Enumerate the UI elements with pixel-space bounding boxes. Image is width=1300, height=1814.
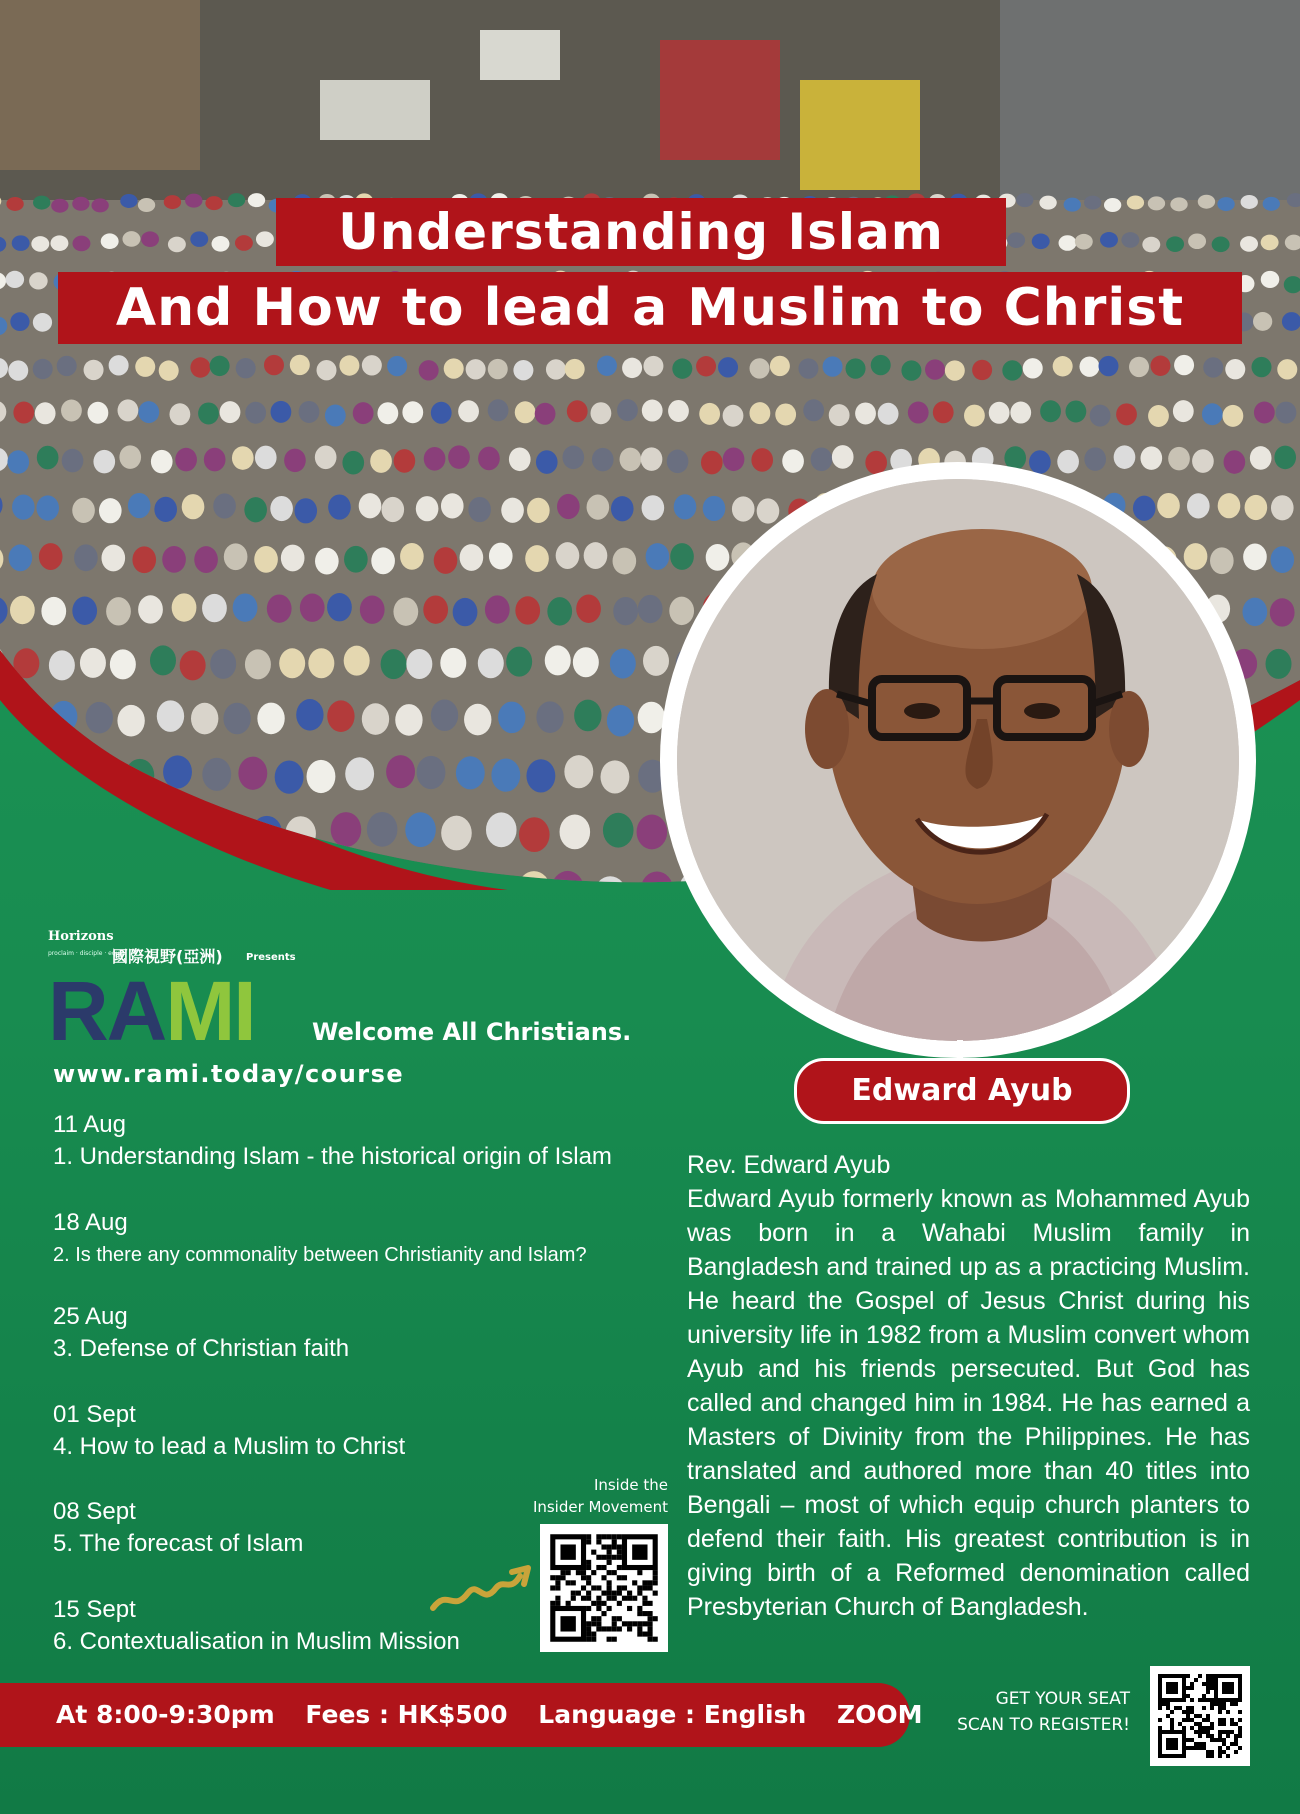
event-platform: ZOOM xyxy=(837,1700,923,1729)
schedule-date: 08 Sept xyxy=(53,1498,136,1525)
event-language: Language : English xyxy=(538,1700,807,1729)
event-fees: Fees : HK$500 xyxy=(305,1700,508,1729)
event-details xyxy=(56,1683,945,1747)
website-link[interactable]: www.rami.today/course xyxy=(53,1060,405,1088)
schedule-topic: 6. Contextualisation in Muslim Mission xyxy=(53,1628,460,1655)
schedule-item-3 xyxy=(53,1302,349,1366)
schedule-topic: 2. Is there any commonality between Christianity and Islam? xyxy=(53,1244,587,1266)
bio-heading: Rev. Edward Ayub xyxy=(687,1151,891,1179)
title-line-1: Understanding Islam xyxy=(276,198,1006,266)
register-prompt xyxy=(930,1686,1130,1738)
schedule-date: 15 Sept xyxy=(53,1596,136,1623)
bio-text: Edward Ayub formerly known as Mohammed Ayub was born in a Wahabi Muslim family in Bangladesh and trained up as a practicing Muslim. He heard the Gospel of Jesus Christ during his university life in 1982 from a Muslim convert whom Ayub and his friends persecuted. But God has called and changed him in 1984. He has earned a Masters of Divinity from the Philippines. He has translated and authored more than 40 titles into Bengali – most of which equip church planters to defend their faith. His greatest contribution is in giving birth of a Reformed denomination called Presbyterian Church of Bangladesh. xyxy=(687,1185,1250,1621)
schedule-topic: 3. Defense of Christian faith xyxy=(53,1335,350,1362)
register-line2: SCAN TO REGISTER! xyxy=(957,1715,1130,1735)
qr-insider-label-line1: Inside the xyxy=(593,1476,668,1494)
schedule-item-2 xyxy=(53,1208,587,1272)
register-line1: GET YOUR SEAT xyxy=(995,1689,1130,1709)
rami-logo-main: RA xyxy=(48,964,166,1058)
qr-code-insider[interactable] xyxy=(540,1524,668,1652)
org-chinese-name: 國際視野(亞洲) xyxy=(112,947,223,966)
schedule-item-6 xyxy=(53,1595,460,1659)
schedule-item-5 xyxy=(53,1497,303,1561)
schedule-item-4 xyxy=(53,1400,405,1464)
event-time: At 8:00-9:30pm xyxy=(56,1700,275,1729)
schedule-date: 18 Aug xyxy=(53,1209,128,1236)
qr-insider-label xyxy=(498,1474,668,1518)
horizons-tagline: proclaim · disciple · equip xyxy=(48,950,125,957)
qr-code-register[interactable] xyxy=(1150,1666,1250,1766)
speaker-portrait xyxy=(677,479,1239,1041)
horizons-logo: Horizons xyxy=(48,929,114,944)
qr-insider-label-line2: Insider Movement xyxy=(532,1498,668,1516)
presents-label: Presents xyxy=(246,952,296,963)
arrow-icon xyxy=(428,1558,538,1618)
schedule-date: 01 Sept xyxy=(53,1401,136,1428)
speaker-bio xyxy=(687,1148,1250,1624)
schedule-topic: 4. How to lead a Muslim to Christ xyxy=(53,1433,406,1460)
speaker-name-badge: Edward Ayub xyxy=(794,1058,1130,1124)
schedule-date: 25 Aug xyxy=(53,1303,128,1330)
rami-logo-accent: MI xyxy=(165,964,255,1058)
welcome-text: Welcome All Christians. xyxy=(312,1018,632,1046)
rami-logo xyxy=(48,966,255,1056)
schedule-date: 11 Aug xyxy=(53,1111,126,1138)
schedule-topic: 1. Understanding Islam - the historical origin of Islam xyxy=(53,1143,612,1170)
title-line-2: And How to lead a Muslim to Christ xyxy=(58,272,1242,344)
schedule-item-1 xyxy=(53,1110,612,1174)
schedule-topic: 5. The forecast of Islam xyxy=(53,1530,304,1557)
